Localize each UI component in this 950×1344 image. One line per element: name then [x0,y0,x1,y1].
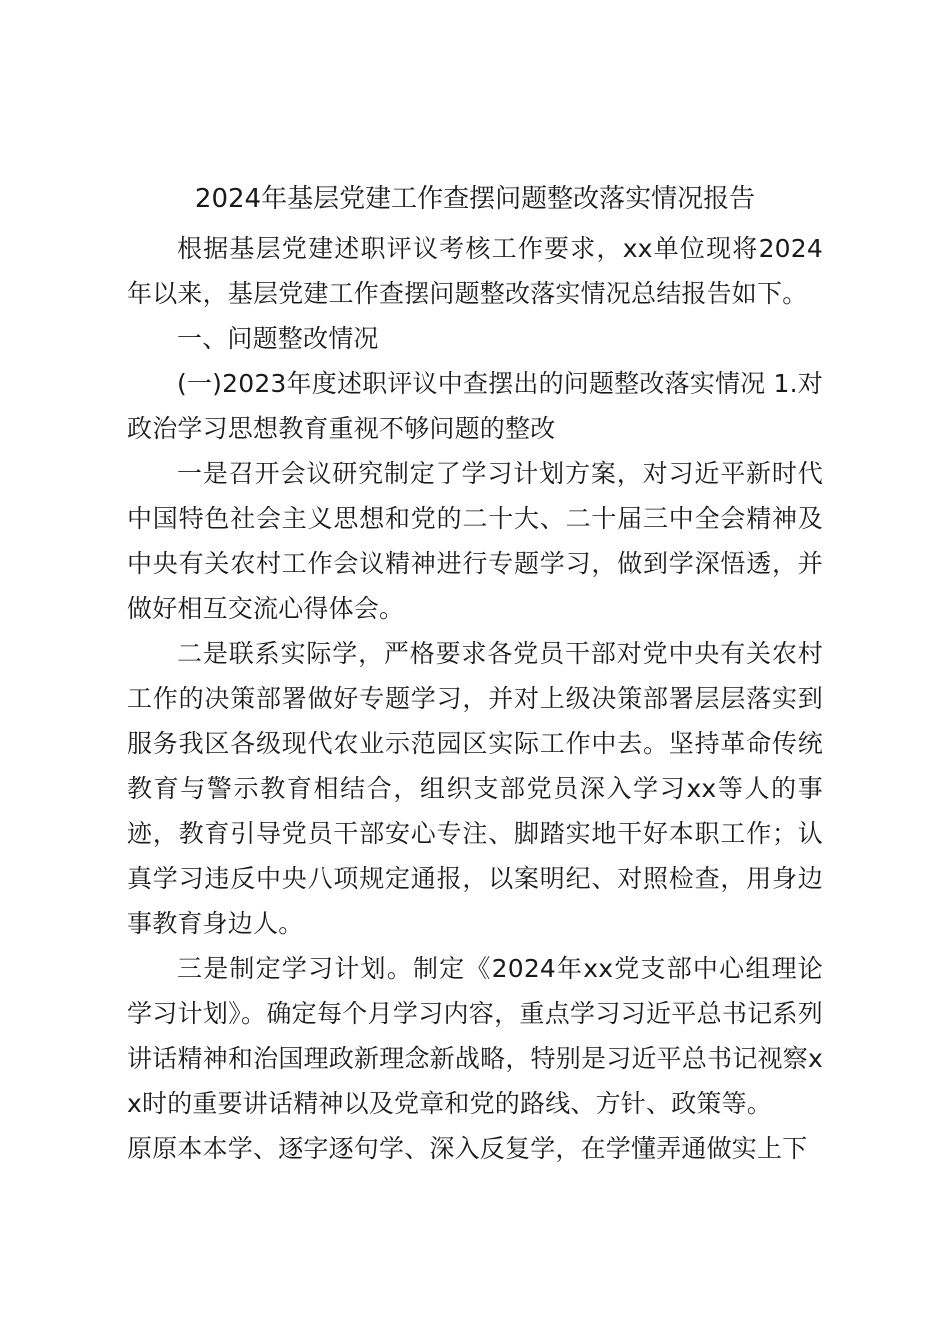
document-title: 2024年基层党建工作查摆问题整改落实情况报告 [194,184,756,214]
document-page [127,172,823,1171]
paragraph-intro: 根据基层党建述职评议考核工作要求，xx单位现将2024年以来，基层党建工作查摆问题整改落实情况总结报告如下。 [127,234,823,308]
subsection-heading-1: (一)2023年度述职评议中查摆出的问题整改落实情况 1.对政治学习思想教育重视不够问题的整改 [127,369,823,443]
paragraph-point-2: 二是联系实际学，严格要求各党员干部对党中央有关农村工作的决策部署做好专题学习，并对上级决策部署层层落实到服务我区各级现代农业示范园区实际工作中去。坚持革命传统教育与警示教育相结合，组织支部党员深入学习xx等人的事迹，教育引导党员干部安心专注、脚踏实地干好本职工作；认真学习违反中央八项规定通报，以案明纪、对照检查，用身边事教育身边人。 [127,639,823,938]
paragraph-point-3: 三是制定学习计划。制定《2024年xx党支部中心组理论学习计划》。确定每个月学习内容，重点学习习近平总书记系列讲话精神和治国理政新理念新战略，特别是习近平总书记视察xx时的重要讲话精神以及党章和党的路线、方针、政策等。 [127,954,823,1118]
paragraph-point-1: 一是召开会议研究制定了学习计划方案，对习近平新时代中国特色社会主义思想和党的二十大、二十届三中全会精神及中央有关农村工作会议精神进行专题学习，做到学深悟透，并做好相互交流心得体会。 [127,459,823,623]
paragraph-continuation: 原原本本学、逐字逐句学、深入反复学，在学懂弄通做实上下 [127,1134,808,1163]
section-heading-1: 一、问题整改情况 [177,324,379,353]
